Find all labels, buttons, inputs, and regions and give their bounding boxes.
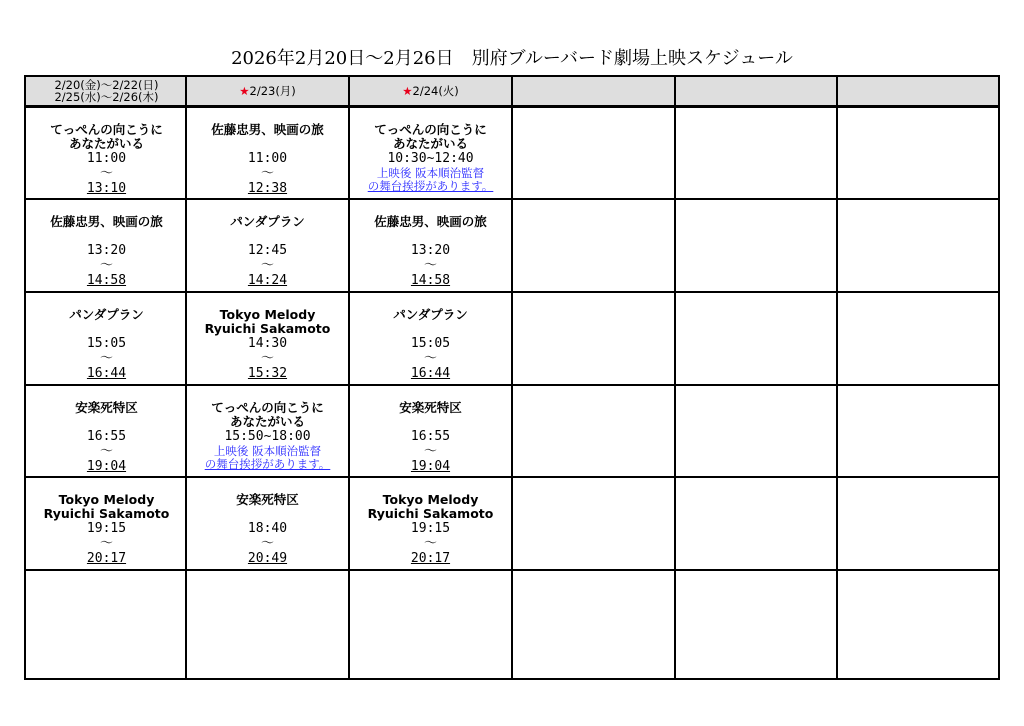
time-separator: 〜 bbox=[260, 166, 274, 181]
star-icon: ★ bbox=[402, 84, 413, 98]
film-title: 佐藤忠男、映画の旅 bbox=[50, 215, 163, 229]
header-cell bbox=[676, 77, 837, 105]
film-title: 佐藤忠男、映画の旅 bbox=[211, 123, 324, 137]
film-title: Ryuichi Sakamoto bbox=[367, 506, 494, 521]
film-title: Tokyo Melody bbox=[219, 308, 316, 322]
header-cell bbox=[838, 77, 999, 105]
film-title: Ryuichi Sakamoto bbox=[204, 321, 331, 336]
start-time: 16:55 bbox=[86, 429, 127, 444]
start-time: 12:45 bbox=[247, 243, 288, 258]
screening-cell bbox=[350, 215, 511, 292]
row-divider bbox=[26, 198, 998, 200]
start-time: 14:30 bbox=[247, 336, 288, 351]
end-time: 15:32 bbox=[247, 366, 288, 381]
end-time: 20:17 bbox=[410, 551, 451, 566]
end-time: 19:04 bbox=[410, 459, 451, 474]
screening-cell bbox=[350, 401, 511, 478]
screening-cell bbox=[26, 215, 187, 292]
row-divider bbox=[26, 569, 998, 571]
header-cell bbox=[513, 77, 674, 105]
stage-greeting-note: の舞台挨拶があります。 bbox=[367, 179, 494, 193]
screening-cell bbox=[26, 493, 187, 570]
end-time: 14:58 bbox=[86, 273, 127, 288]
header-date-secondary: 2/25(水)〜2/26(木) bbox=[54, 90, 159, 104]
header-date-text: 2/20(金)〜2/22(日) bbox=[54, 78, 159, 92]
title-spacer bbox=[187, 229, 348, 243]
header-cell bbox=[350, 77, 511, 105]
column-divider bbox=[674, 77, 676, 678]
schedule-table bbox=[24, 75, 1000, 680]
screening-cell bbox=[187, 123, 348, 200]
time-separator: 〜 bbox=[99, 258, 113, 273]
film-title: てっぺんの向こうに bbox=[211, 401, 324, 415]
column-divider bbox=[185, 77, 187, 678]
column-divider bbox=[348, 77, 350, 678]
time-separator: 〜 bbox=[260, 258, 274, 273]
screening-cell bbox=[187, 308, 348, 385]
title-spacer bbox=[26, 322, 187, 336]
end-time: 14:58 bbox=[410, 273, 451, 288]
header-cell bbox=[26, 77, 187, 105]
time-separator: 〜 bbox=[99, 351, 113, 366]
start-time: 11:00 bbox=[247, 151, 288, 166]
time-separator: 〜 bbox=[99, 166, 113, 181]
row-divider bbox=[26, 476, 998, 478]
title-spacer bbox=[350, 229, 511, 243]
start-time: 19:15 bbox=[410, 521, 451, 536]
film-title: てっぺんの向こうに bbox=[50, 123, 163, 137]
title-spacer bbox=[26, 415, 187, 429]
title-spacer bbox=[26, 229, 187, 243]
time-separator: 〜 bbox=[423, 351, 437, 366]
column-divider bbox=[511, 77, 513, 678]
screening-cell bbox=[350, 308, 511, 385]
end-time: 19:04 bbox=[86, 459, 127, 474]
time-separator: 〜 bbox=[423, 258, 437, 273]
film-title: てっぺんの向こうに bbox=[374, 123, 487, 137]
film-title: パンダプラン bbox=[393, 308, 468, 322]
showtime-range: 15:50~18:00 bbox=[224, 429, 311, 444]
film-title: パンダプラン bbox=[69, 308, 144, 322]
start-time: 15:05 bbox=[410, 336, 451, 351]
film-title: あなたがいる bbox=[229, 414, 305, 429]
screening-cell bbox=[350, 123, 511, 200]
start-time: 13:20 bbox=[86, 243, 127, 258]
row-divider bbox=[26, 291, 998, 293]
time-separator: 〜 bbox=[99, 444, 113, 459]
film-title: Ryuichi Sakamoto bbox=[43, 506, 170, 521]
time-separator: 〜 bbox=[260, 351, 274, 366]
header-date bbox=[239, 85, 296, 97]
film-title: 安楽死特区 bbox=[236, 493, 299, 507]
film-title: パンダプラン bbox=[230, 215, 305, 229]
start-time: 11:00 bbox=[86, 151, 127, 166]
film-title: 安楽死特区 bbox=[75, 401, 138, 415]
time-separator: 〜 bbox=[423, 536, 437, 551]
header-date-text: 2/23(月) bbox=[249, 84, 296, 98]
title-spacer bbox=[350, 322, 511, 336]
time-separator: 〜 bbox=[99, 536, 113, 551]
film-title: Tokyo Melody bbox=[382, 493, 479, 507]
film-title: Tokyo Melody bbox=[58, 493, 155, 507]
header-cell bbox=[187, 77, 348, 105]
film-title: あなたがいる bbox=[68, 136, 144, 151]
end-time: 14:24 bbox=[247, 273, 288, 288]
stage-greeting-note: 上映後 阪本順治監督 bbox=[376, 166, 485, 180]
stage-greeting-note: 上映後 阪本順治監督 bbox=[213, 444, 322, 458]
start-time: 16:55 bbox=[410, 429, 451, 444]
end-time: 16:44 bbox=[410, 366, 451, 381]
screening-cell bbox=[26, 123, 187, 200]
title-spacer bbox=[187, 507, 348, 521]
screening-cell bbox=[350, 493, 511, 570]
header-date bbox=[402, 85, 459, 97]
film-title: あなたがいる bbox=[392, 136, 468, 151]
column-divider bbox=[836, 77, 838, 678]
film-title: 安楽死特区 bbox=[399, 401, 462, 415]
end-time: 20:49 bbox=[247, 551, 288, 566]
title-spacer bbox=[350, 415, 511, 429]
end-time: 20:17 bbox=[86, 551, 127, 566]
header-date-text: 2/24(火) bbox=[412, 84, 459, 98]
time-separator: 〜 bbox=[423, 444, 437, 459]
screening-cell bbox=[187, 493, 348, 570]
time-separator: 〜 bbox=[260, 536, 274, 551]
title-spacer bbox=[187, 137, 348, 151]
end-time: 16:44 bbox=[86, 366, 127, 381]
row-divider bbox=[26, 384, 998, 386]
screening-cell bbox=[187, 401, 348, 478]
screening-cell bbox=[26, 401, 187, 478]
stage-greeting-note: の舞台挨拶があります。 bbox=[204, 457, 331, 471]
screening-cell bbox=[187, 215, 348, 292]
start-time: 15:05 bbox=[86, 336, 127, 351]
screening-cell bbox=[26, 308, 187, 385]
showtime-range: 10:30~12:40 bbox=[387, 151, 474, 166]
start-time: 19:15 bbox=[86, 521, 127, 536]
start-time: 18:40 bbox=[247, 521, 288, 536]
end-time: 12:38 bbox=[247, 181, 288, 196]
schedule-title: 2026年2月20日〜2月26日 別府ブルーバード劇場上映スケジュール bbox=[231, 48, 793, 69]
end-time: 13:10 bbox=[86, 181, 127, 196]
start-time: 13:20 bbox=[410, 243, 451, 258]
film-title: 佐藤忠男、映画の旅 bbox=[374, 215, 487, 229]
star-icon: ★ bbox=[239, 84, 250, 98]
